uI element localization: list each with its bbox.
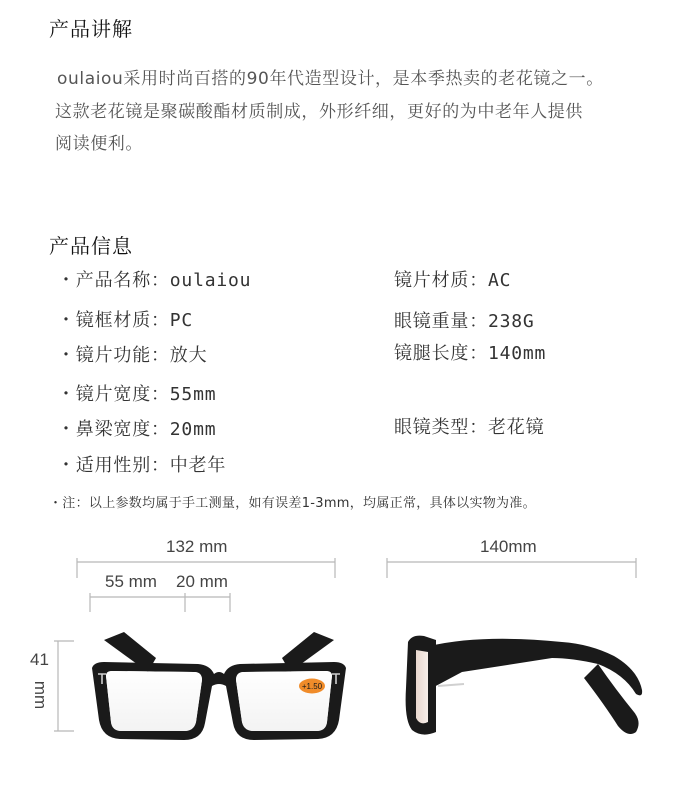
spec-glasses-type: 眼镜类型：老花镜 bbox=[394, 417, 545, 438]
glasses-front-image bbox=[84, 628, 354, 748]
description-line-3: 阅读便利。 bbox=[55, 134, 143, 154]
bridge-width-label: 20 mm bbox=[176, 572, 228, 591]
height-value-label: 41 bbox=[30, 650, 49, 669]
info-heading: 产品信息 bbox=[49, 234, 133, 258]
glasses-side-image bbox=[402, 628, 647, 738]
description-heading: 产品讲解 bbox=[49, 17, 133, 41]
spec-frame-material: ・镜框材质：PC bbox=[57, 310, 194, 331]
height-unit-label: mm bbox=[31, 680, 51, 710]
spec-gender: ・适用性别：中老年 bbox=[57, 455, 227, 476]
spec-lens-width: ・镜片宽度：55mm bbox=[57, 384, 217, 405]
spec-weight: 眼镜重量：238G bbox=[394, 311, 535, 332]
lens-strength-text: +1.50 bbox=[301, 682, 323, 691]
description-line-1: oulaiou采用时尚百搭的90年代造型设计，是本季热卖的老花镜之一。 bbox=[57, 69, 604, 89]
description-line-2: 这款老花镜是聚碳酸酯材质制成，外形纤细，更好的为中老年人提供 bbox=[55, 102, 583, 122]
side-hinge-icon bbox=[438, 684, 464, 686]
side-lens bbox=[416, 650, 428, 723]
left-lens bbox=[106, 671, 202, 731]
spec-temple-length: 镜腿长度：140mm bbox=[394, 343, 547, 364]
spec-lens-material: 镜片材质：AC bbox=[394, 270, 512, 291]
spec-product-name: ・产品名称：oulaiou bbox=[57, 270, 252, 291]
measurement-note: ・注：以上参数均属于手工测量，如有误差1-3mm，均属正常，具体以实物为准。 bbox=[49, 496, 536, 511]
spec-lens-function: ・镜片功能：放大 bbox=[57, 345, 208, 366]
lens-width-label: 55 mm bbox=[105, 572, 157, 591]
total-width-label: 132 mm bbox=[166, 537, 228, 556]
spec-bridge-width: ・鼻梁宽度：20mm bbox=[57, 419, 217, 440]
temple-length-label: 140mm bbox=[480, 537, 537, 556]
